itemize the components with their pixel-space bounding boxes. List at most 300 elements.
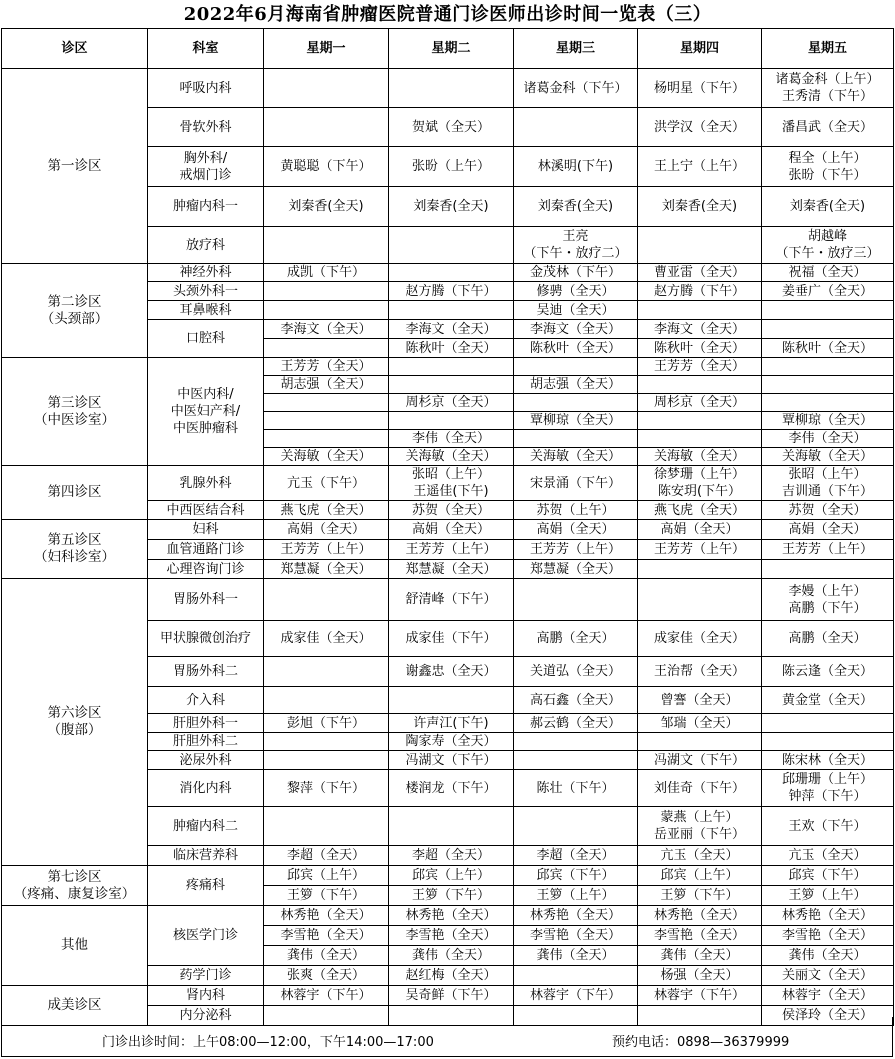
cell-text: 张昭（上午） [411,467,490,482]
schedule-cell [264,430,389,448]
cell-text: 龚伟（全天） [411,948,490,963]
cell-text: 胸外科/ [183,150,228,166]
cell-text: 高娟（全天） [411,522,490,537]
schedule-cell [514,466,638,501]
cell-text: 李雪艳（全天） [781,928,873,943]
cell-text: 林蓉宇（下午） [529,988,621,1003]
schedule-cell [762,966,894,986]
schedule-cell [148,560,264,579]
schedule-cell [264,846,389,866]
schedule-cell [762,751,894,770]
cell-text: 王亮 [562,229,589,244]
schedule-cell [514,339,638,358]
cell-text: 李超（全天） [411,848,490,863]
schedule-cell [389,69,514,108]
cell-text: 刘秦香(全天) [288,199,364,214]
schedule-cell [389,264,514,282]
schedule-cell [514,560,638,579]
cell-text: 高娟（全天） [536,522,615,537]
cell-text: 吴奇鲜（下午） [405,988,497,1003]
page-title: 2022年6月海南省肿瘤医院普通门诊医师出诊时间一览表（三） [183,4,712,25]
schedule-cell [264,412,389,430]
schedule-cell [762,770,894,807]
cell-text: 李海文（全天） [529,321,621,337]
cell-text: 谢鑫忠（全天） [405,664,497,679]
schedule-cell [638,926,762,946]
cell-text: 贺斌（全天） [411,119,490,135]
cell-text: 关海敏（全天） [405,449,497,464]
cell-text: 血管通路门诊 [166,542,245,557]
cell-text: 宋景涌（下午） [529,475,621,491]
schedule-cell [762,946,894,966]
header-department: 科室 [148,29,264,69]
schedule-cell [264,108,389,147]
cell-text: 陈云逢（全天） [781,664,873,679]
schedule-cell [148,358,264,466]
cell-text: 张昐（上午） [411,159,490,174]
schedule-cell [264,906,389,926]
schedule-cell [389,846,514,866]
schedule-cell [264,751,389,770]
schedule-cell [514,579,638,621]
cell-text: 王箩（上午） [788,888,867,903]
cell-text: 呼吸内科 [179,80,232,96]
cell-text: 高石鑫（全天） [529,692,621,708]
schedule-cell [264,926,389,946]
cell-text: 覃柳琼（全天） [529,413,621,428]
schedule-cell [148,227,264,264]
cell-text: 神经外科 [179,265,232,280]
cell-text: 药学门诊 [179,968,232,983]
cell-text: 祝福（全天） [788,265,867,280]
schedule-cell [389,886,514,906]
header-monday: 星期一 [264,29,389,69]
schedule-cell [148,282,264,301]
schedule-cell [389,147,514,187]
cell-text: 覃柳琼（全天） [781,413,873,428]
schedule-cell [148,657,264,687]
cell-text: 中西医结合科 [166,502,245,518]
schedule-cell [264,560,389,579]
schedule-cell [762,187,894,227]
cell-text: 王箩（上午） [536,888,615,903]
cell-text: 邹瑞（全天） [660,715,739,731]
schedule-cell [762,376,894,394]
cell-text: 陈秋叶（全天） [781,340,873,356]
schedule-cell [762,430,894,448]
cell-text: 放疗科 [185,237,225,253]
schedule-cell [148,540,264,560]
cell-text: 赵方腾（下午） [653,283,745,299]
cell-text: 陈秋叶（全天） [653,340,745,356]
cell-text: 成家佳（全天） [280,631,372,646]
schedule-cell [638,621,762,657]
cell-text: 赵红梅（全天） [405,968,497,983]
cell-text: 龚伟（全天） [660,948,739,963]
schedule-cell [264,147,389,187]
cell-text: 亢玉（全天） [788,848,867,863]
cell-text: 其他 [61,937,88,953]
schedule-cell [638,448,762,466]
cell-text: 胡越峰 [807,229,847,244]
schedule-cell [264,807,389,846]
cell-text: 诸葛金科（下午） [523,80,628,96]
schedule-cell [264,69,389,108]
header-friday: 星期五 [762,29,894,69]
cell-text: 胃肠外科一 [172,592,238,607]
cell-text: 林蓉宇（下午） [653,988,745,1003]
cell-text: 郑慧凝（全天） [280,561,372,577]
schedule-cell [638,886,762,906]
schedule-cell [148,264,264,282]
schedule-cell [762,466,894,501]
cell-text: 蒙燕（上午） [660,810,739,825]
cell-text: 王芳芳（上午） [280,542,372,557]
cell-text: 肝胆外科一 [172,715,238,731]
schedule-cell [638,430,762,448]
schedule-cell [264,770,389,807]
cell-text: 泌尿外科 [179,752,232,768]
cell-text: 林秀艳（全天） [529,908,621,923]
cell-text: 李伟（全天） [788,431,867,446]
cell-text: 林蓉宇（下午） [280,988,372,1003]
schedule-cell [638,866,762,886]
cell-text: 陈壮（下午） [536,780,615,796]
schedule-cell [762,687,894,714]
schedule-cell [264,520,389,540]
cell-text: （妇科诊室） [34,549,115,565]
cell-text: 杨明星（下午） [653,80,745,96]
schedule-cell [264,264,389,282]
zone-cell [2,579,148,866]
schedule-cell [389,714,514,733]
schedule-cell [762,733,894,751]
cell-text: 王遥佳(下午) [413,484,489,499]
schedule-cell [389,770,514,807]
schedule-cell [762,69,894,108]
cell-text: 陈秋叶（全天） [529,340,621,356]
schedule-cell [389,866,514,886]
cell-text: 林秀艳（全天） [781,908,873,923]
cell-text: 亢玉（下午） [286,475,365,491]
schedule-cell [762,358,894,376]
schedule-cell [514,751,638,770]
schedule-cell [514,412,638,430]
schedule-cell [638,466,762,501]
schedule-cell [638,579,762,621]
table-row [2,466,894,501]
cell-text: 肝胆外科二 [172,734,238,749]
cell-text: 林溪明(下午) [537,159,614,174]
cell-text: 杨强（全天） [660,968,739,983]
schedule-cell [148,579,264,621]
schedule-cell [762,926,894,946]
schedule-cell [264,866,389,886]
cell-text: 关海敏（全天） [653,449,745,464]
cell-text: 王芳芳（上午） [529,542,621,557]
cell-text: 燕飞虎（全天） [653,502,745,518]
schedule-cell [264,657,389,687]
cell-text: 彭旭（下午） [286,715,365,731]
schedule-cell [762,301,894,320]
cell-text: 胡志强（全天） [529,377,621,392]
schedule-cell [762,886,894,906]
schedule-cell [264,886,389,906]
schedule-cell [389,906,514,926]
cell-text: 吉训通（下午） [781,484,873,499]
cell-text: 李海文（全天） [653,321,745,337]
table-row [2,579,894,621]
schedule-cell [514,687,638,714]
schedule-cell [389,986,514,1006]
cell-text: 疼痛科 [185,878,225,893]
schedule-cell [389,466,514,501]
schedule-cell [148,687,264,714]
schedule-cell [638,282,762,301]
cell-text: 郑慧凝（全天） [405,561,497,577]
cell-text: 第二诊区 [47,293,102,310]
header-thursday: 星期四 [638,29,762,69]
cell-text: 龚伟（全天） [788,948,867,963]
schedule-cell [264,376,389,394]
schedule-cell [762,412,894,430]
schedule-cell [638,394,762,412]
cell-text: 甲状腺微创治疗 [159,631,251,646]
cell-text: 关丽文（全天） [781,968,873,983]
schedule-cell [264,621,389,657]
schedule-cell [389,807,514,846]
cell-text: 刘秦香(全天) [661,199,738,214]
schedule-cell [264,448,389,466]
cell-text: 陈秋叶（全天） [405,340,497,356]
cell-text: 高鹏（全天） [788,631,867,646]
schedule-cell [638,733,762,751]
cell-text: 内分泌科 [179,1008,232,1023]
schedule-cell [638,560,762,579]
schedule-cell [762,339,894,358]
schedule-cell [638,906,762,926]
schedule-cell [389,430,514,448]
schedule-cell [389,320,514,339]
schedule-cell [148,986,264,1006]
cell-text: （下午・放疗二） [523,246,628,261]
schedule-cell [389,579,514,621]
cell-text: 头颈外科一 [172,283,238,299]
cell-text: 周杉京（全天） [653,395,745,410]
cell-text: （腹部） [47,722,102,738]
cell-text: 成凯（下午） [286,265,365,280]
schedule-cell [148,807,264,846]
schedule-cell [389,448,514,466]
cell-text: 中医妇产科/ [170,404,241,419]
schedule-cell [514,886,638,906]
table-row [2,986,894,1006]
schedule-cell [264,358,389,376]
schedule-cell [389,926,514,946]
schedule-cell [638,770,762,807]
schedule-cell [389,751,514,770]
schedule-cell [514,358,638,376]
schedule-cell [389,301,514,320]
schedule-cell [762,520,894,540]
schedule-cell [638,501,762,520]
schedule-cell [638,147,762,187]
schedule-cell [514,846,638,866]
schedule-cell [148,714,264,733]
schedule-cell [762,986,894,1006]
cell-text: 消化内科 [179,780,232,796]
schedule-cell [514,430,638,448]
schedule-cell [148,501,264,520]
schedule-cell [148,621,264,657]
cell-text: 燕飞虎（全天） [280,502,372,518]
schedule-cell [389,282,514,301]
schedule-cell [389,187,514,227]
cell-text: 刘秦香(全天) [413,199,489,214]
schedule-cell [762,501,894,520]
table-row [2,358,894,376]
cell-text: 许声江(下午) [413,715,489,731]
cell-text: 胃肠外科二 [172,664,238,679]
schedule-cell [514,520,638,540]
schedule-cell [514,966,638,986]
cell-text: 戒烟门诊 [179,167,232,183]
cell-text: 关海敏（全天） [280,449,372,464]
schedule-cell [762,282,894,301]
cell-text: 高鹏（全天） [536,631,615,646]
schedule-cell [638,339,762,358]
cell-text: 李伟（全天） [411,431,490,446]
cell-text: 吴迪（全天） [536,302,615,318]
cell-text: 邱宾（上午） [286,868,365,883]
schedule-cell [389,108,514,147]
header-row [2,29,894,69]
schedule-cell [762,448,894,466]
schedule-cell [148,187,264,227]
schedule-cell [148,301,264,320]
schedule-cell [389,733,514,751]
cell-text: （下午・放疗三） [775,246,880,261]
table-row [2,906,894,926]
schedule-cell [638,520,762,540]
schedule-cell [148,520,264,540]
schedule-cell [264,282,389,301]
cell-text: 邱宾（下午） [788,868,867,883]
cell-text: 邱珊珊（上午） [781,772,873,787]
schedule-cell [638,376,762,394]
cell-text: 邱宾（上午） [411,868,490,883]
cell-text: 苏贺（全天） [788,502,867,518]
cell-text: 高娟（全天） [788,522,867,537]
schedule-cell [762,560,894,579]
schedule-cell [514,866,638,886]
schedule-cell [264,301,389,320]
schedule-cell [148,147,264,187]
schedule-cell [762,714,894,733]
cell-text: 周杉京（全天） [405,395,497,410]
cell-text: 第六诊区 [47,705,102,721]
schedule-cell [762,394,894,412]
cell-text: 关海敏（全天） [781,449,873,464]
schedule-cell [638,986,762,1006]
schedule-cell [148,866,264,906]
schedule-cell [514,187,638,227]
schedule-cell [389,412,514,430]
schedule-cell [638,846,762,866]
cell-text: 关道弘（全天） [529,664,621,679]
schedule-cell [762,320,894,339]
cell-text: 亢玉（全天） [660,848,739,863]
schedule-cell [514,282,638,301]
schedule-cell [389,520,514,540]
schedule-cell [514,394,638,412]
cell-text: 郝云鹤（全天） [529,715,621,731]
table-row [2,264,894,282]
schedule-cell [762,866,894,886]
schedule-cell [638,264,762,282]
table-row [2,69,894,108]
schedule-cell [762,807,894,846]
cell-text: 李超（全天） [536,848,615,863]
cell-text: 姜垂广（全天） [781,283,873,299]
cell-text: 骨软外科 [179,119,232,135]
schedule-cell [514,301,638,320]
schedule-cell [514,657,638,687]
cell-text: 曹亚雷（全天） [653,265,745,280]
schedule-cell [638,751,762,770]
schedule-cell [514,69,638,108]
cell-text: 成家佳（全天） [653,631,745,646]
schedule-cell [638,301,762,320]
cell-text: 刘佳奇（下午） [653,780,745,796]
schedule-cell [638,108,762,147]
cell-text: 邱宾（上午） [660,868,739,883]
cell-text: 楼润龙（下午） [405,780,497,796]
table-row [2,520,894,540]
cell-text: 苏贺（上午） [536,502,615,518]
schedule-cell [514,147,638,187]
schedule-cell [638,187,762,227]
cell-text: 邱宾（下午） [536,868,615,883]
schedule-cell [514,946,638,966]
schedule-cell [762,579,894,621]
schedule-cell [389,540,514,560]
cell-text: 张昭（上午） [788,467,867,482]
cell-text: 刘秦香(全天) [789,199,866,214]
schedule-cell [264,320,389,339]
schedule-cell [264,394,389,412]
cell-text: 金茂林（下午） [529,265,621,280]
schedule-cell [638,358,762,376]
schedule-cell [148,966,264,986]
zone-cell [2,866,148,906]
booking-phone: 预约电话：0898—36379999 [612,1035,790,1050]
schedule-cell [638,946,762,966]
cell-text: 肾内科 [185,988,225,1003]
schedule-cell [264,540,389,560]
schedule-cell [638,540,762,560]
schedule-cell [389,376,514,394]
schedule-cell [148,770,264,807]
cell-text: 第七诊区 [47,868,102,885]
schedule-cell [264,579,389,621]
schedule-cell [148,69,264,108]
cell-text: 李雪艳（全天） [529,928,621,943]
schedule-cell [389,339,514,358]
schedule-cell [389,966,514,986]
cell-text: 徐梦珊（上午） [653,467,745,482]
cell-text: 修骋（全天） [536,283,615,299]
